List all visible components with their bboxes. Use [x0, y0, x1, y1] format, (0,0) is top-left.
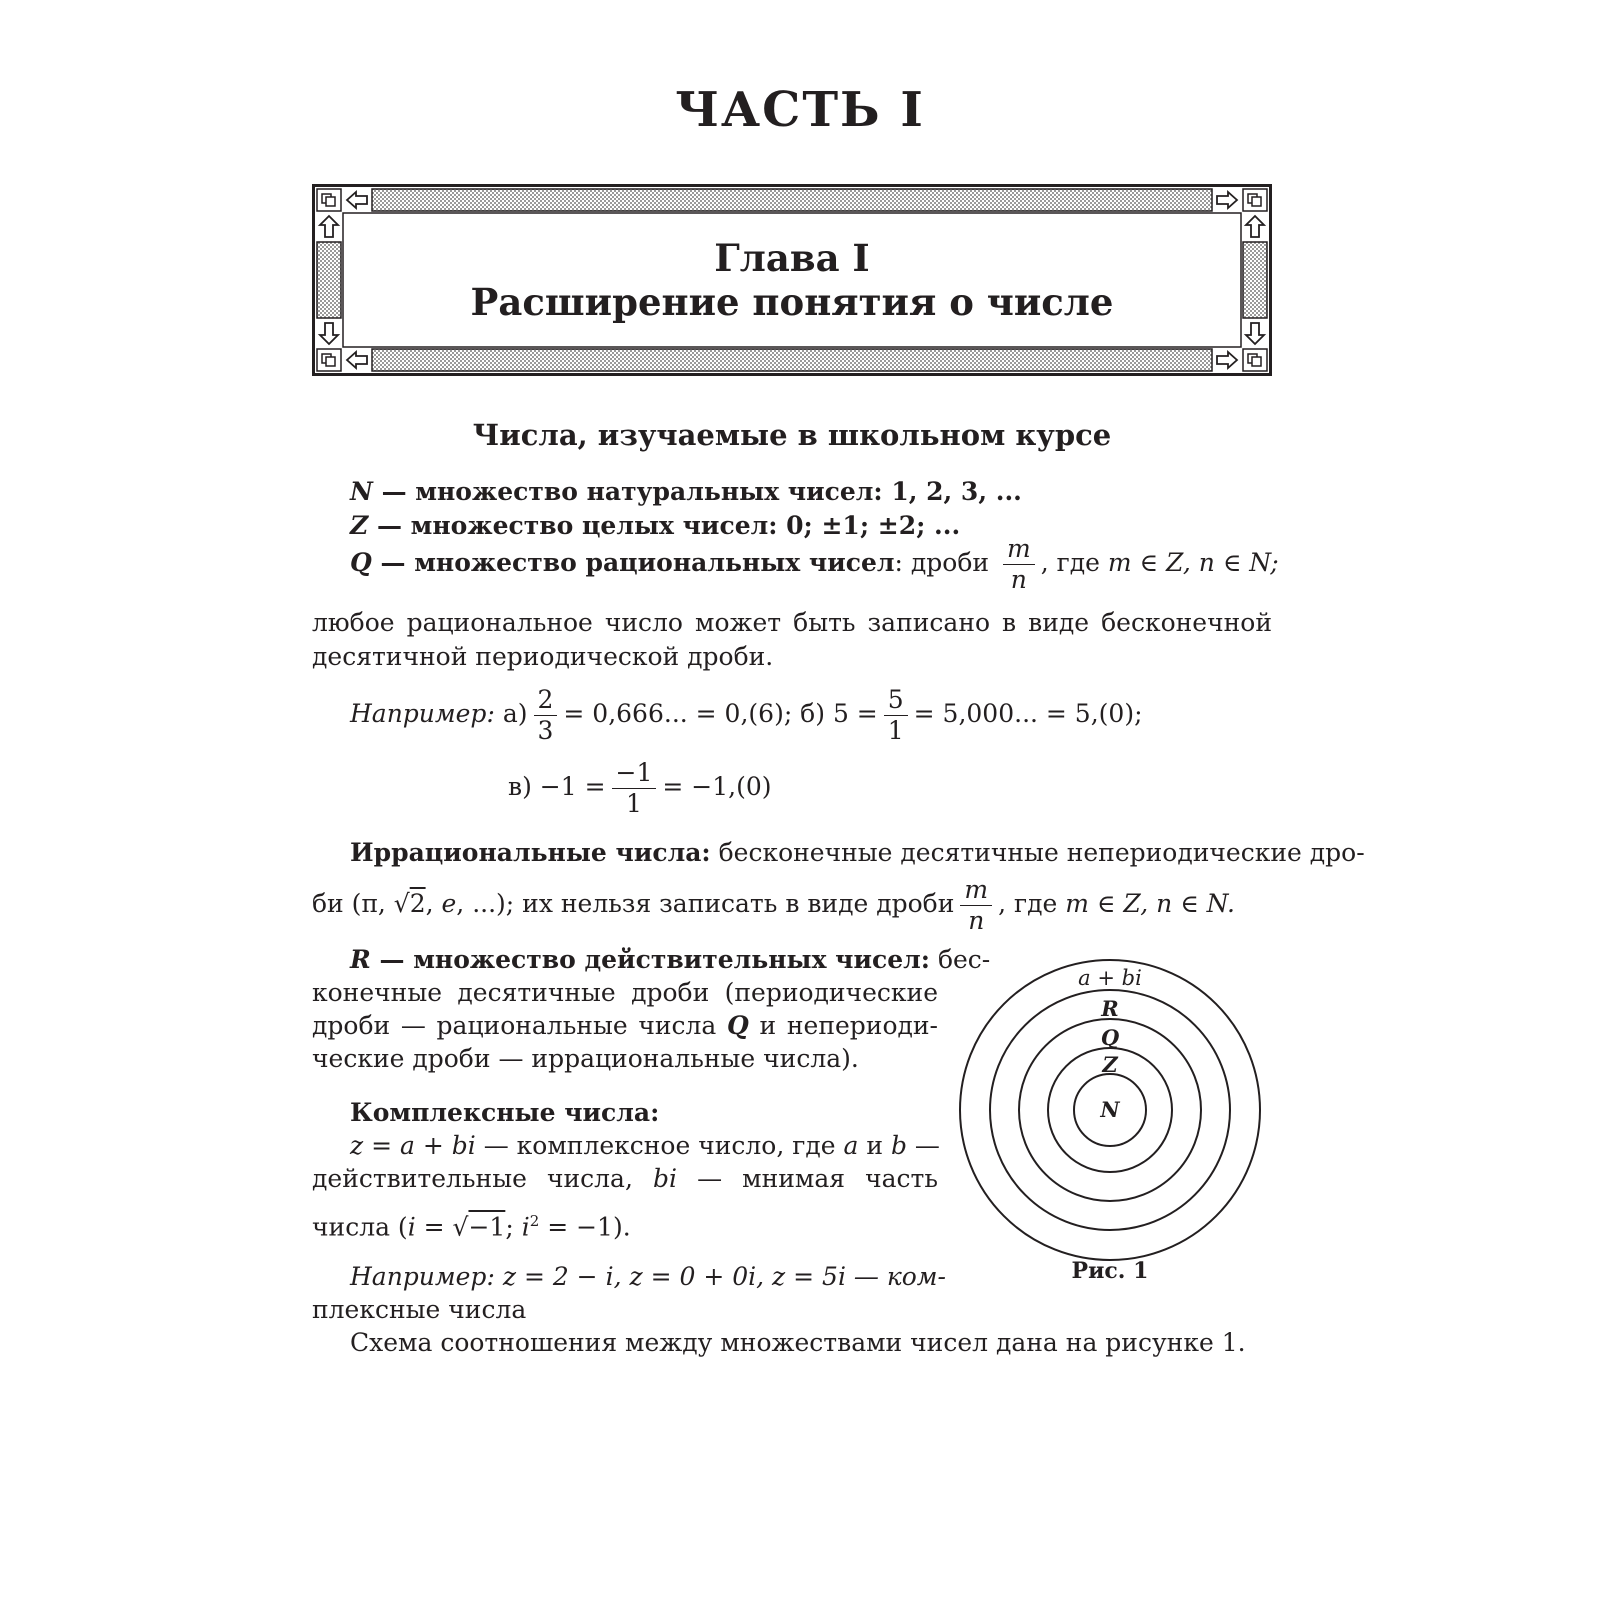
set-symbol: Q — [350, 548, 372, 577]
complex-line-3: числа (i = √−1; $i^2 = -1$). — [312, 1212, 631, 1242]
fraction: $\frac{m}{n}$ — [960, 875, 992, 936]
section-title: Числа, изучаемые в школьном курсе — [472, 418, 1112, 452]
real-line-1: R — множество действительных чисел: бес- — [350, 945, 991, 974]
chapter-number: Глава I — [714, 236, 870, 280]
example-1-line-1: Например: а) $\frac{2}{3}$ = 0,666... = 0,(6); б) 5 = $\frac{5}{1}$ = 5,000... = 5,(0); — [350, 685, 1143, 745]
complex-heading: Комплексные числа: — [350, 1098, 660, 1127]
set-symbol: N — [350, 477, 373, 506]
real-line-3: дроби — рациональные числа Q и непериоди- — [312, 1011, 938, 1040]
real-line-4: ческие дроби — иррациональные числа). — [312, 1044, 859, 1073]
set-z-line: Z — множество целых чисел: 0; ±1; ±2; ... — [350, 511, 961, 540]
set-symbol: Z — [350, 511, 369, 540]
label-complex: a + bi — [1078, 966, 1142, 990]
label-r: R — [1101, 996, 1119, 1021]
example-1-line-2: в) −1 = $\frac{-1}{1}$ = −1,(0) — [508, 758, 772, 818]
irrational-line-2: би (π, √2, e, ...); их нельзя записать в виде дроби $\frac{m}{n}$ , где m ∈ Z, n ∈ N. — [312, 875, 1235, 935]
fraction: $\frac{-1}{1}$ — [612, 758, 657, 819]
example-2-line-2: плексные числа — [312, 1295, 527, 1324]
set-q-line: Q — множество рациональных чисел: дроби $\frac{m}{n}$ , где m ∈ Z, n ∈ N; — [350, 534, 1279, 594]
label-z: Z — [1102, 1052, 1118, 1077]
q-continuation-2: десятичной периодической дроби. — [312, 642, 774, 671]
arrow-left-icon — [344, 189, 370, 211]
example-2-line-1: Например: z = 2 − i, z = 0 + 0i, z = 5i — ком- — [350, 1262, 946, 1291]
part-title: ЧАСТЬ I — [675, 82, 925, 138]
chapter-title: Расширение понятия о числе — [470, 280, 1114, 324]
figure-caption: Рис. 1 — [1071, 1258, 1149, 1284]
arrow-left-icon — [344, 349, 370, 371]
fraction: $\frac{5}{1}$ — [884, 685, 908, 746]
fraction: $\frac{m}{n}$ — [1003, 534, 1035, 595]
arrow-right-icon — [1214, 349, 1240, 371]
label-n: N — [1100, 1097, 1120, 1122]
irrational-line-1: Иррациональные числа: бесконечные десятичные непериодические дро- — [350, 838, 1365, 867]
scheme-sentence: Схема соотношения между множествами чисел дана на рисунке 1. — [350, 1328, 1246, 1357]
arrow-right-icon — [1214, 189, 1240, 211]
sqrt-2: √2 — [393, 889, 426, 918]
fraction: $\frac{2}{3}$ — [534, 685, 558, 746]
q-continuation-1: любое рациональное число может быть записано в виде бесконечной — [312, 608, 1272, 637]
set-n-line: N — множество натуральных чисел: 1, 2, 3, ... — [350, 477, 1022, 506]
label-q: Q — [1100, 1025, 1120, 1050]
chapter-frame — [312, 184, 1272, 376]
complex-line-1: z = a + bi — комплексное число, где a и b — — [350, 1131, 940, 1160]
complex-line-2: действительные числа, bi — мнимая часть — [312, 1164, 938, 1193]
nested-sets-figure — [955, 955, 1265, 1265]
real-line-2: конечные десятичные дроби (периодические — [312, 978, 938, 1007]
